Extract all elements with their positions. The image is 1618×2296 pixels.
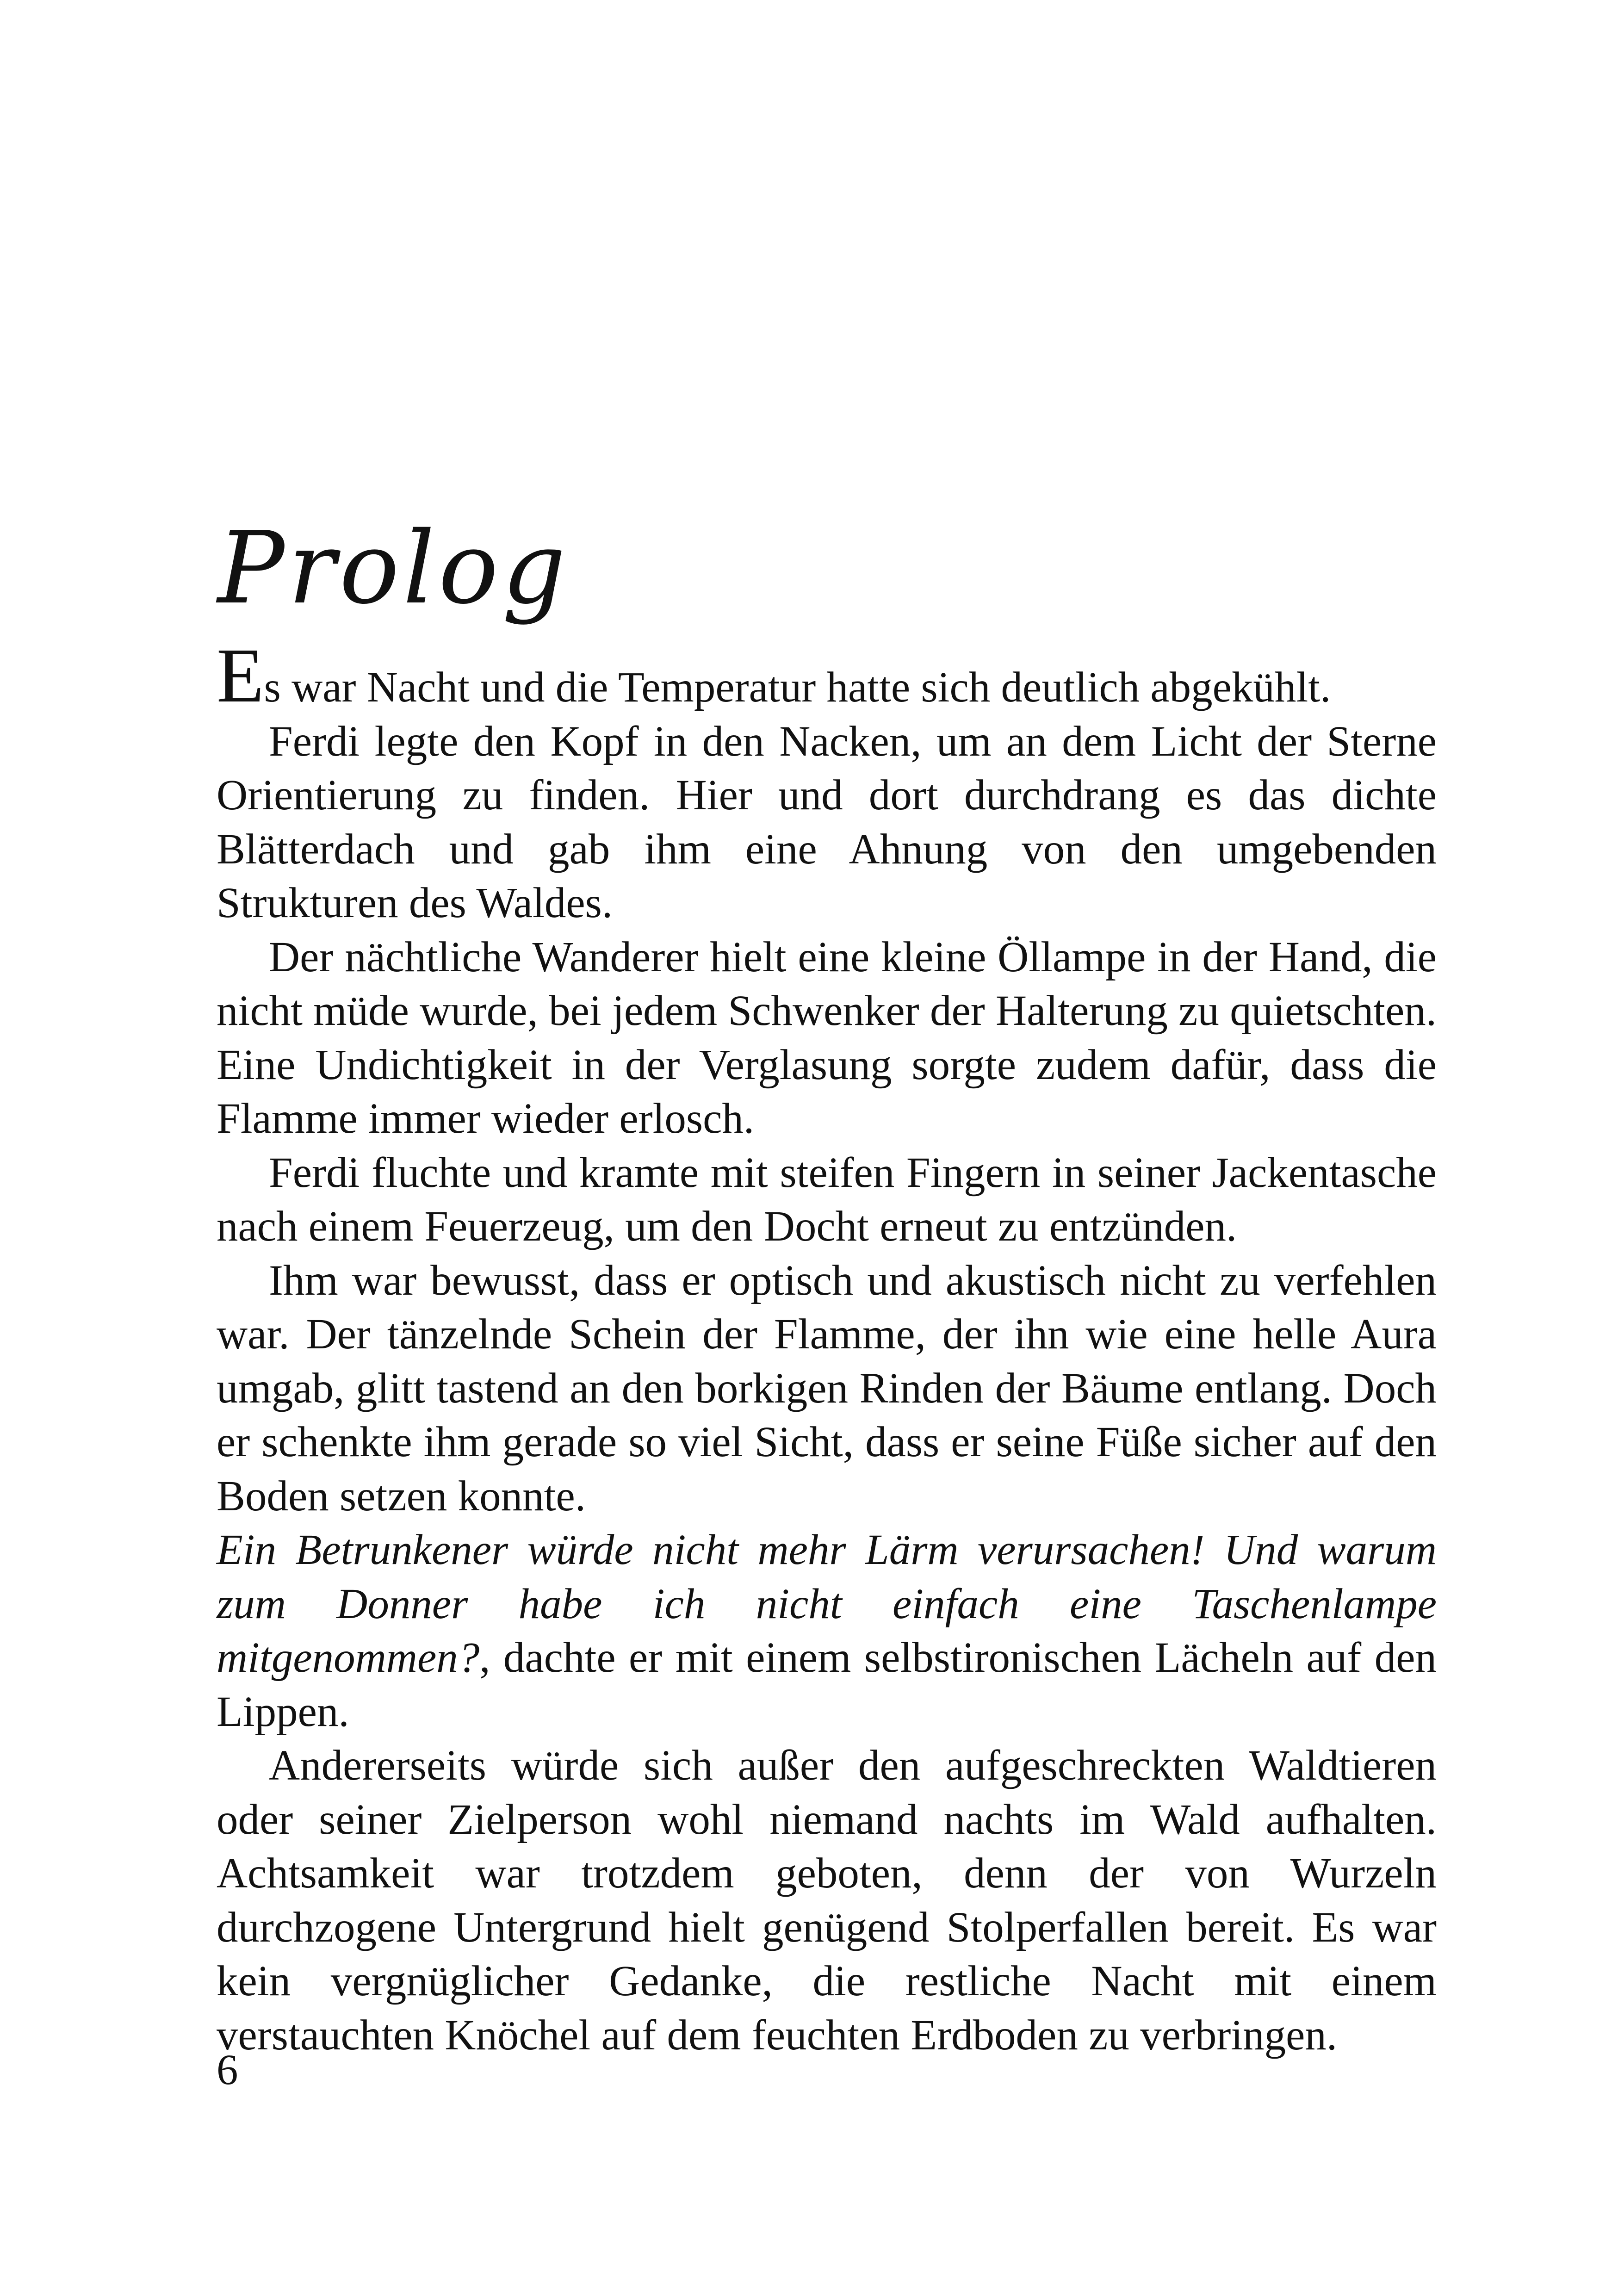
paragraph-2: Ferdi legte den Kopf in den Nacken, um an dem Licht der Sterne Orientierung zu finden. Hier und dort durchdrang es das dichte Blätterdach und gab ihm eine Ahnung von den umgebenden Strukturen des Waldes. [217, 717, 1437, 927]
paragraph-3: Der nächtliche Wanderer hielt eine kleine Öllampe in der Hand, die nicht müde wurde, bei jedem Schwenker der Halterung zu quietschten. Eine Undichtigkeit in der Verglasung sorgte zudem dafür, dass die Flamme immer wieder erlosch. [217, 933, 1437, 1142]
page-number: 6 [217, 2046, 238, 2094]
paragraph-6 [217, 1523, 1437, 1739]
body-text [217, 633, 1437, 2062]
chapter-title: Prolog [217, 510, 570, 626]
paragraph-7: Andererseits würde sich außer den aufgeschreckten Waldtieren oder seiner Zielperson wohl niemand nachts im Wald aufhalten. Achtsamkeit war trotzdem geboten, denn der von Wurzeln durchzogene Untergrund hielt genügend Stolperfallen bereit. Es war kein vergnüglicher Gedanke, die restliche Nacht mit einem verstauchten Knöchel auf dem feuchten Erdboden zu verbringen. [217, 1742, 1437, 2059]
paragraph-1 [217, 633, 1437, 719]
inner-thought: Ein Betrunkener würde nicht mehr Lärm verursachen! Und warum zum Donner habe ich nicht einfach eine Taschenlampe mitgenommen? [217, 1526, 1437, 1682]
paragraph-6-text: , dachte er mit einem selbstironischen Lächeln auf den Lippen. [217, 1634, 1437, 1736]
paragraph-4: Ferdi fluchte und kramte mit steifen Fingern in seiner Jackentasche nach einem Feuerzeug, um den Docht erneut zu entzünden. [217, 1148, 1437, 1250]
paragraph-1-text: s war Nacht und die Temperatur hatte sich deutlich abgekühlt. [264, 664, 1331, 711]
paragraph-5: Ihm war bewusst, dass er optisch und akustisch nicht zu verfehlen war. Der tänzelnde Schein der Flamme, der ihn wie eine helle Aura umgab, glitt tastend an den borkigen Rinden der Bäume entlang. Doch er schenkte ihm gerade so viel Sicht, dass er seine Füße sicher auf den Boden setzen konnte. [217, 1256, 1437, 1520]
initial-letter: E [217, 633, 264, 719]
